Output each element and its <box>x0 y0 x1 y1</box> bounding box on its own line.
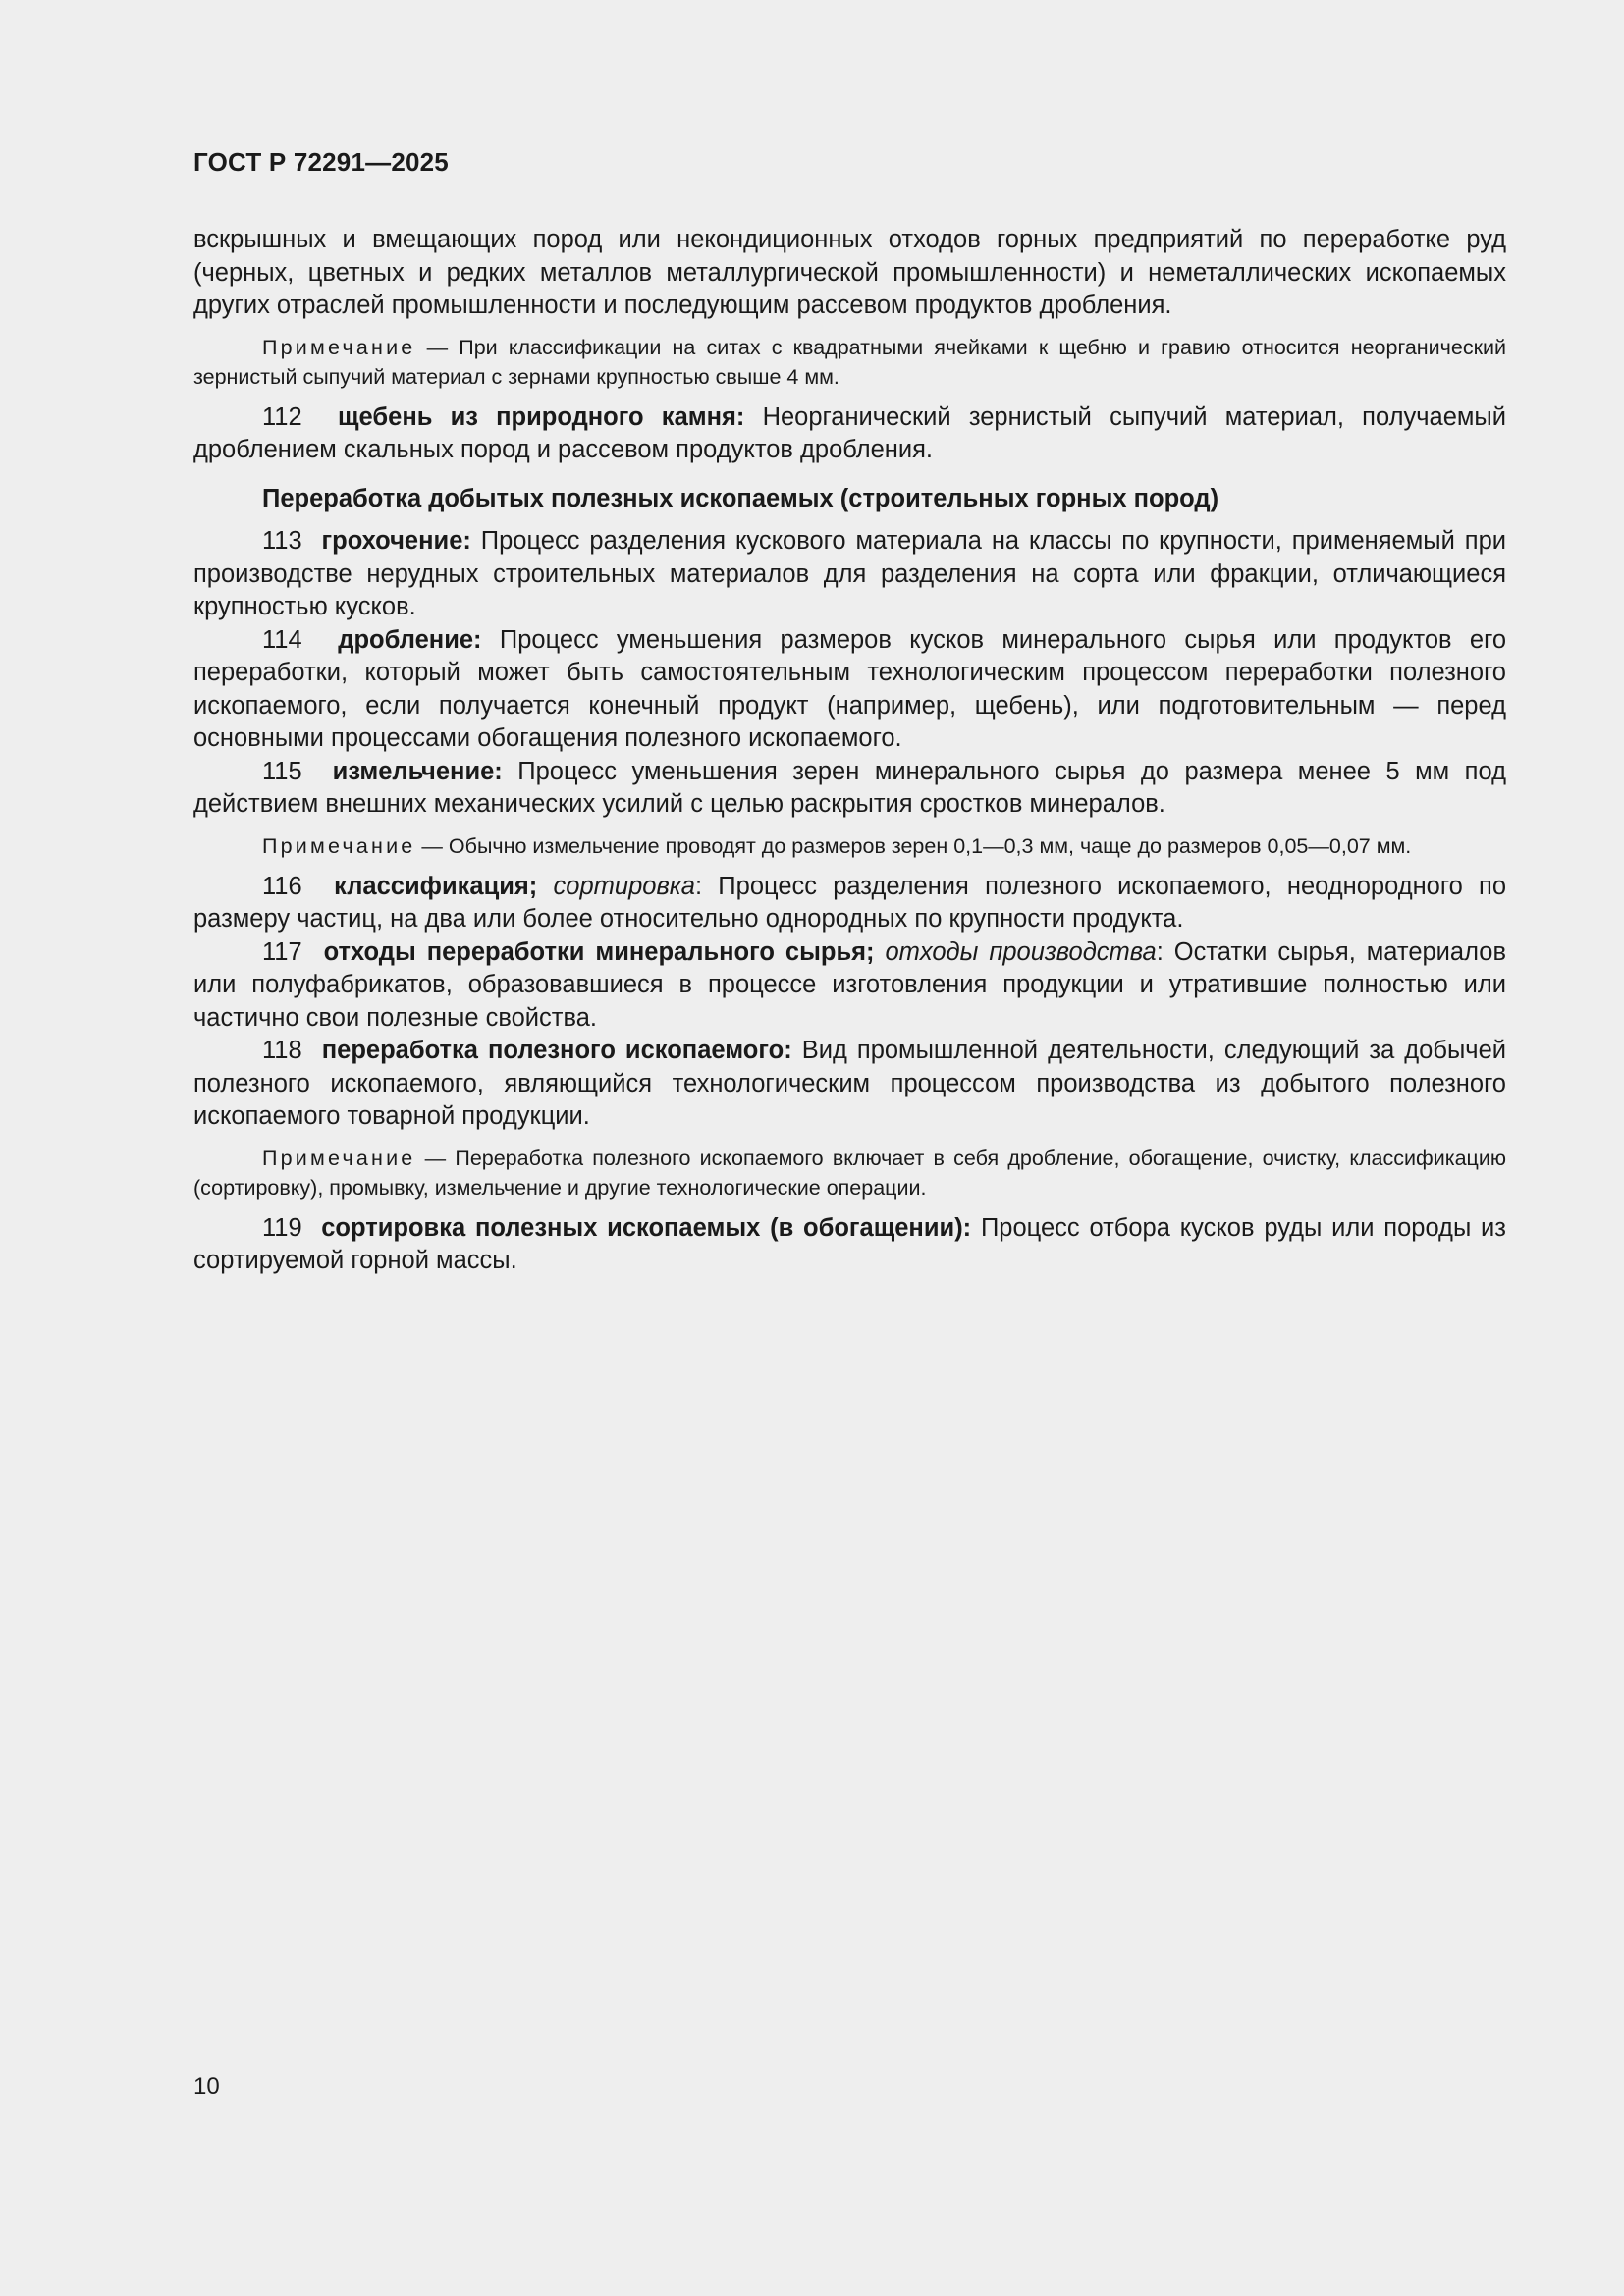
term-entry-115: 115 измельчение: Процесс уменьшения зерен минерального сырья до размера менее 5 мм под действием внешних механических усилий с целью раскрытия сростков минералов. <box>193 757 1506 818</box>
page-number: 10 <box>193 2073 220 2100</box>
term-name: щебень из природного камня: <box>338 402 745 431</box>
term-name: отходы переработки минерального сырья; <box>323 937 875 966</box>
term-name: классификация; <box>334 872 538 900</box>
note-1: Примечание — При классификации на ситах с квадратными ячейками к щебню и гравию относится неорганический зернистый сыпучий материал с зернами крупностью свыше 4 мм. <box>193 335 1506 389</box>
term-entry-117: 117 отходы переработки минерального сырья; отходы производства: Остатки сырья, материалов или полуфабрикатов, образовавшиеся в процессе изготовления продукции и утратившие полностью или частично свои полезные свойства. <box>193 937 1506 1032</box>
term-entry-112: 112 щебень из природного камня: Неорганический зернистый сыпучий материал, получаемый дроблением скальных пород и рассевом продуктов дробления. <box>193 402 1506 463</box>
term-name: переработка полезного ископаемого: <box>321 1037 792 1064</box>
note-2: Примечание — Обычно измельчение проводят до размеров зерен 0,1—0,3 мм, чаще до размеров 0,05—0,07 мм. <box>262 833 1412 858</box>
note-3: Примечание — Переработка полезного ископаемого включает в себя дробление, обогащение, очистку, классификацию (сортировку), промывку, измельчение и другие технологические операции. <box>193 1146 1506 1200</box>
term-entry-116: 116 классификация; сортировка: Процесс разделения полезного ископаемого, неоднородного по размеру частиц, на два или более относительно однородных по крупности продукта. <box>193 872 1507 933</box>
section-title: Переработка добытых полезных ископаемых (строительных горных пород) <box>262 484 1219 512</box>
note-label: Примечание <box>262 1146 416 1170</box>
term-name: сортировка полезных ископаемых (в обогащении): <box>321 1213 972 1242</box>
term-entry-114: 114 дробление: Процесс уменьшения размеров кусков минерального сырья или продуктов его переработки, который может быть самостоятельным технологическим процессом переработки полезного ископаемого, если получается конечный продукт (например, щебень), или подготовительным — перед основными процессами обогащения полезного ископаемого. <box>193 625 1507 752</box>
note-label: Примечание <box>262 335 416 359</box>
term-entry-118: 118 переработка полезного ископаемого: Вид промышленной деятельности, следующий за добычей полезного ископаемого, являющийся технологическим процессом производства из добытого полезного ископаемого товарной продукции. <box>193 1037 1507 1130</box>
term-name: грохочение: <box>321 527 471 555</box>
note-label: Примечание <box>262 833 416 858</box>
term-entry-113: 113 грохочение: Процесс разделения кускового материала на классы по крупности, применяемый при производстве нерудных строительных материалов для разделения на сорта или фракции, отличающиеся крупностью кусков. <box>193 527 1506 620</box>
continuation-paragraph: вскрышных и вмещающих пород или некондиционных отходов горных предприятий по переработке руд (черных, цветных и редких металлов металлургической промышленности) и неметаллических ископаемых других отраслей промышленности и последующим рассевом продуктов дробления. <box>193 226 1506 319</box>
term-synonym: сортировка <box>553 872 695 900</box>
term-name: измельчение: <box>332 757 503 785</box>
document-header: ГОСТ Р 72291—2025 <box>193 147 449 177</box>
term-entry-119: 119 сортировка полезных ископаемых (в обогащении): Процесс отбора кусков руды или породы из сортируемой горной массы. <box>193 1213 1506 1274</box>
term-name: дробление: <box>338 625 482 654</box>
term-synonym: отходы производства <box>885 937 1157 966</box>
document-body <box>193 224 1506 1278</box>
